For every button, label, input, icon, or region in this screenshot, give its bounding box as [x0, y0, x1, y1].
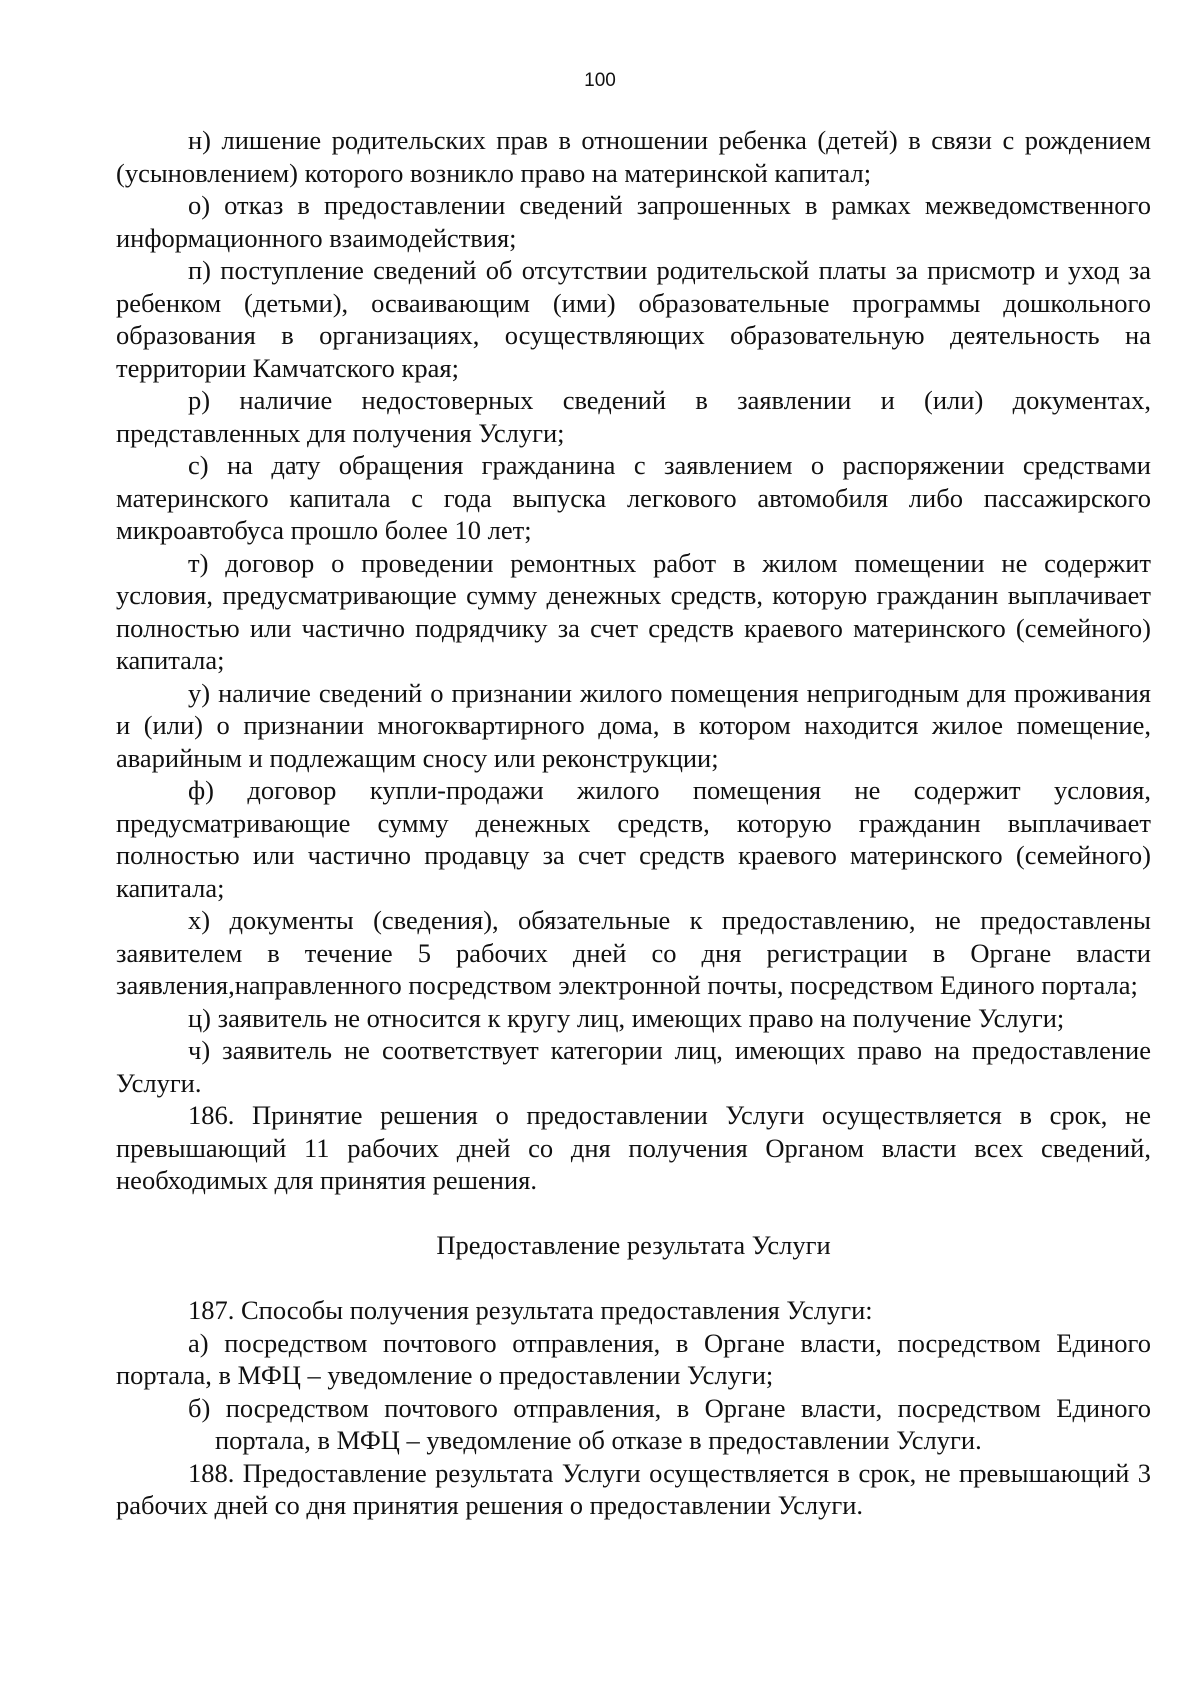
paragraph-p: п) поступление сведений об отсутствии родительской платы за присмотр и уход за ребенком (детьми), осваивающим (ими) образовательные программы дошкольного образования в организациях, осуществляющих образовательную деятельность на территории Камчатского края; [116, 255, 1151, 383]
paragraph-f: ф) договор купли-продажи жилого помещения не содержит условия, предусматривающие сумму денежных средств, которую гражданин выплачивает полностью или частично продавцу за счет средств краевого материнского (семейного) капитала; [116, 775, 1151, 903]
paragraph-kh: х) документы (сведения), обязательные к предоставлению, не предоставлены заявителем в течение 5 рабочих дней со дня регистрации в Органе власти заявления,направленного посредством электронной почты, посредством Единого портала; [116, 905, 1151, 1000]
document-body [116, 124, 1151, 1522]
paragraph-187a: а) посредством почтового отправления, в Органе власти, посредством Единого портала, в МФЦ – уведомление о предоставлении Услуги; [116, 1327, 1151, 1390]
paragraph-s: с) на дату обращения гражданина с заявлением о распоряжении средствами материнского капитала с года выпуска легкового автомобиля либо пассажирского микроавтобуса прошло более 10 лет; [116, 450, 1151, 545]
paragraph-187b [116, 1392, 1151, 1457]
paragraph-187b-lead: б) посредством почтового отправления, в Органе власти, посредством Единого [188, 1392, 1151, 1423]
paragraph-187: 187. Способы получения результата предоставления Услуги: [188, 1295, 873, 1325]
page-number: 100 [584, 70, 616, 91]
paragraph-r: р) наличие недостоверных сведений в заявлении и (или) документах, представленных для получения Услуги; [116, 385, 1151, 448]
paragraph-187b-rest: портала, в МФЦ – уведомление об отказе в предоставлении Услуги. [215, 1425, 982, 1455]
paragraph-u: у) наличие сведений о признании жилого помещения непригодным для проживания и (или) о признании многоквартирного дома, в котором находится жилое помещение, аварийным и подлежащим сносу или реконструкции; [116, 677, 1151, 773]
paragraph-ts: ц) заявитель не относится к кругу лиц, имеющих право на получение Услуги; [188, 1002, 1065, 1033]
paragraph-188: 188. Предоставление результата Услуги осуществляется в срок, не превышающий 3 рабочих дней со дня принятия решения о предоставлении Услуги. [116, 1457, 1151, 1520]
paragraph-n: н) лишение родительских прав в отношении ребенка (детей) в связи с рождением (усыновлением) которого возникло право на материнской капитал; [116, 125, 1151, 188]
paragraph-t: т) договор о проведении ремонтных работ в жилом помещении не содержит условия, предусматривающие сумму денежных средств, которую гражданин выплачивает полностью или частично подрядчику за счет средств краевого материнского (семейного) капитала; [116, 547, 1151, 675]
section-heading: Предоставление результата Услуги [436, 1229, 831, 1260]
paragraph-186: 186. Принятие решения о предоставлении Услуги осуществляется в срок, не превышающий 11 рабочих дней со дня получения Органом власти всех сведений, необходимых для принятия решения. [116, 1100, 1151, 1195]
paragraph-ch: ч) заявитель не соответствует категории лиц, имеющих право на предоставление Услуги. [116, 1035, 1151, 1098]
paragraph-o: о) отказ в предоставлении сведений запрошенных в рамках межведомственного информационного взаимодействия; [116, 190, 1151, 253]
